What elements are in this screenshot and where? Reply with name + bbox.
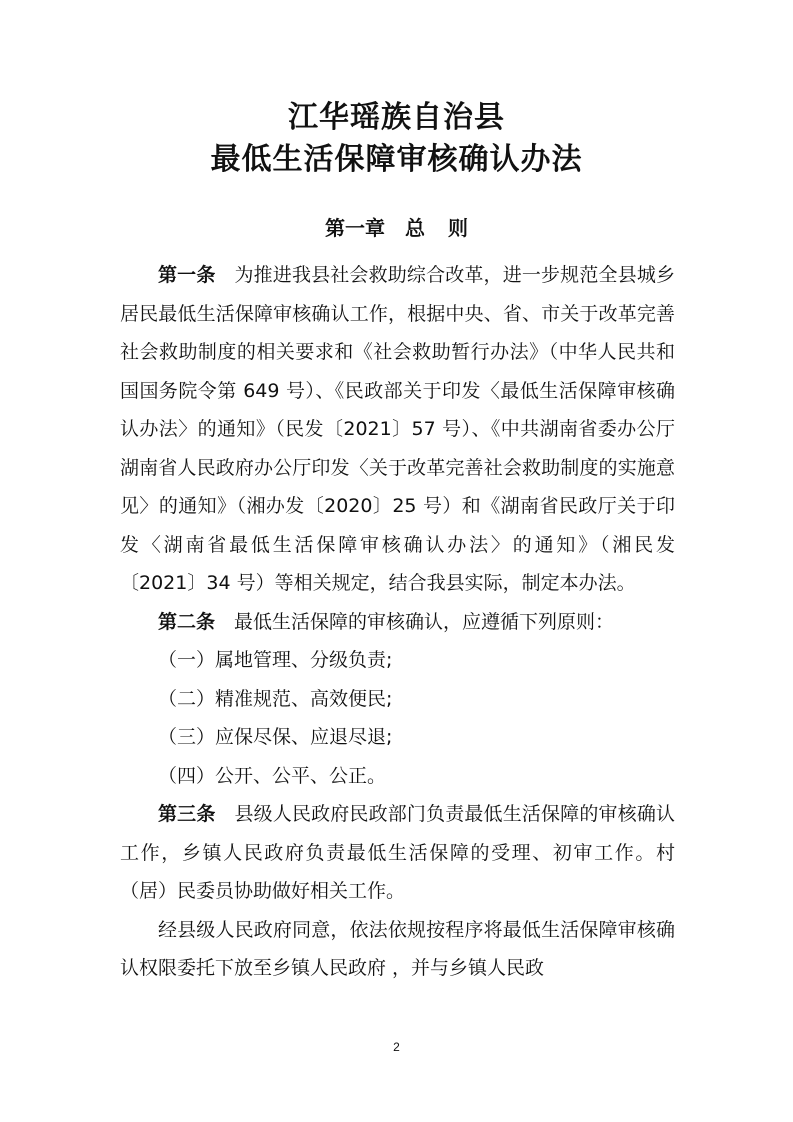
- document-title-line2: 最低生活保障审核确认办法: [210, 142, 583, 177]
- principle-item: （三）应保尽保、应退尽退;: [158, 726, 393, 748]
- page-number: 2: [393, 1040, 400, 1054]
- article-2-lead: 第二条: [158, 610, 216, 633]
- article-2: [120, 603, 675, 642]
- chapter-label: 第一章: [325, 216, 386, 240]
- continuation-paragraph: 经县级人民政府同意，依法依规按程序将最低生活保障审核确认权限委托下放至乡镇人民政府 ，并与乡镇人民政: [120, 918, 675, 979]
- document-title-line1: 江华瑶族自治县: [288, 100, 505, 135]
- document-body: [120, 256, 675, 988]
- article-2-text: 最低生活保障的审核确认，应遵循下列原则：: [234, 610, 615, 633]
- chapter-name: 总 则: [405, 216, 468, 240]
- article-3: [120, 795, 675, 911]
- article-1-text: 为推进我县社会救助综合改革，进一步规范全县城乡居民最低生活保障审核确认工作，根据中央、省、市关于改革完善社会救助制度的相关要求和《社会救助暂行办法》（中华人民共和国国务院令第 649 号）、《民政部关于印发〈最低生活保障审核确认办法〉的通知》（民发〔2021〕57 号）、《中共湖南省委办公厅湖南省人民政府办公厅印发〈关于改革完善社会救助制度的实施意见〉的通知》（湘办发〔2020〕25 号）和《湖南省民政厅关于印发〈湖南省最低生活保障审核确认办法〉的通知》（湘民发〔2021〕34 号）等相关规定，结合我县实际，制定本办法。: [120, 264, 675, 594]
- article-1: [120, 256, 675, 603]
- principle-item: （一）属地管理、分级负责;: [158, 649, 393, 671]
- article-1-lead: 第一条: [158, 264, 216, 286]
- article-3-lead: 第三条: [158, 803, 216, 825]
- principle-item: （四）公开、公平、公正。: [158, 764, 387, 787]
- chapter-heading: [0, 214, 793, 242]
- article-3-text: 县级人民政府民政部门负责最低生活保障的审核确认工作，乡镇人民政府负责最低生活保障的受理、初审工作。村（居）民委员协助做好相关工作。: [120, 803, 675, 902]
- principle-item: （二）精准规范、高效便民;: [158, 687, 393, 710]
